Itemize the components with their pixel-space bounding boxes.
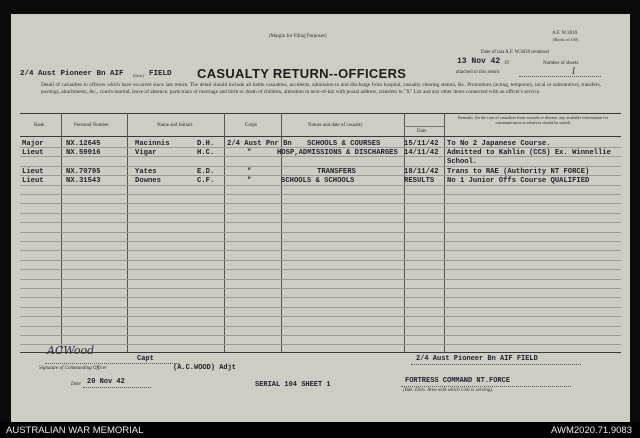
header-remarks: Remarks. (In the case of casualties from wounds or disease, any available information for communication to relatives should be stated) bbox=[457, 115, 609, 126]
date-label: Date bbox=[71, 382, 81, 387]
command-label: (Bde. Divn. Area with which Unit is serving). bbox=[403, 388, 494, 393]
archive-footer bbox=[0, 422, 640, 438]
cell-corps: " bbox=[247, 149, 252, 157]
cell-remarks: Admitted to Kahlin (CCS) Ex. Winnellie School. bbox=[447, 149, 611, 166]
ruled-line bbox=[20, 269, 621, 270]
cell-rank: Lieut bbox=[22, 177, 44, 185]
form-number: A.F. W.3010 bbox=[552, 31, 578, 36]
footer-right: AWM2020.71.9083 bbox=[551, 425, 632, 436]
ruled-line bbox=[20, 203, 621, 204]
ruled-line bbox=[20, 250, 621, 251]
cell-rank: Lieut bbox=[22, 149, 44, 157]
ruled-line bbox=[20, 241, 621, 242]
casualty-return-form bbox=[11, 14, 630, 422]
margin-note: (Margin for Filing Purposes) bbox=[269, 34, 327, 39]
sheets-value: 1 bbox=[571, 66, 576, 77]
cell-nature: TRANSFERS bbox=[317, 168, 356, 176]
cell-initials: E.D. bbox=[197, 168, 215, 176]
instructions: Detail of casualties to officers which have occurred since last return. The detail should include all battle casualties, accidents, admission to and discharge from hospital, casualty clearing station, &c. Promotions (acting, temporary, local or substantive), transfers, postings, attachments, &c., courts-martial, leave of absence, particulars of marriage and birth or death of children, alteration in next-of-kin with postal address, transfers to "X" List and any other items connected with an officer's service. bbox=[41, 82, 601, 95]
ruled-line bbox=[20, 307, 621, 308]
cell-nature: HOSP,ADMISSIONS & DISCHARGES bbox=[277, 149, 398, 157]
header-corps: Corps bbox=[245, 123, 257, 128]
sheets-label: Number of sheets bbox=[543, 61, 579, 66]
ruled-line bbox=[20, 213, 621, 214]
cell-date: 14/11/42 bbox=[404, 149, 439, 157]
command-typed: FORTRESS COMMAND NT.FORCE bbox=[405, 377, 511, 385]
cell-date: 18/11/42 bbox=[404, 168, 439, 176]
signature-name-typed: (A.C.WOOD) Adjt bbox=[173, 364, 237, 372]
unit-typed: 2/4 Aust Pioneer Bn AIF FIELD bbox=[416, 355, 538, 363]
header-nature: Nature and date of casualty bbox=[308, 123, 363, 128]
books-of: (Books of 100) bbox=[553, 37, 579, 42]
cell-nature: SCHOOLS & COURSES bbox=[307, 140, 381, 148]
ruled-line bbox=[20, 344, 621, 345]
cell-number: NX.31543 bbox=[66, 177, 101, 185]
header-date: Date bbox=[417, 129, 427, 134]
handwritten-signature: ACWood bbox=[47, 344, 95, 357]
signature-label: Signature of Commanding Officer bbox=[39, 366, 108, 371]
cell-initials: H.C. bbox=[197, 149, 215, 157]
ruled-line bbox=[20, 222, 621, 223]
cell-remarks: To No 2 Japanese Course. bbox=[447, 140, 551, 148]
ruled-line bbox=[20, 232, 621, 233]
year-label: 19 bbox=[504, 61, 509, 66]
cell-remarks: Trans to RAE (Authority NT FORCE) bbox=[447, 168, 590, 176]
cell-corps: " bbox=[247, 177, 252, 185]
ruled-line bbox=[20, 288, 621, 289]
cell-corps: 2/4 Aust Pnr Bn bbox=[227, 140, 292, 148]
ruled-line bbox=[20, 335, 621, 336]
ruled-line bbox=[20, 194, 621, 195]
header-rank: Rank bbox=[34, 123, 45, 128]
attached-label: attached to this return bbox=[456, 70, 500, 75]
cell-corps: " bbox=[247, 168, 252, 176]
date-value: 20 Nov 42 bbox=[87, 378, 125, 386]
unit-label: (Unit.) bbox=[133, 73, 145, 78]
cell-date: RESULTS bbox=[404, 177, 435, 185]
cell-rank: Lieut bbox=[22, 168, 44, 176]
cell-surname: Downes bbox=[135, 177, 161, 185]
cell-surname: Yates bbox=[135, 168, 157, 176]
ruled-line bbox=[20, 316, 621, 317]
header-personal-number: Personal Number bbox=[74, 123, 109, 128]
serial: SERIAL 104 SHEET 1 bbox=[255, 381, 331, 389]
cell-remarks: No 1 Junior Offs Course QUALIFIED bbox=[447, 177, 590, 185]
unit-suffix: FIELD bbox=[149, 70, 172, 78]
ruled-line bbox=[20, 326, 621, 327]
ruled-line bbox=[20, 297, 621, 298]
cell-number: NX.59916 bbox=[66, 149, 101, 157]
cell-surname: Vigar bbox=[135, 149, 157, 157]
cell-surname: Macinnis bbox=[135, 140, 170, 148]
ruled-line bbox=[20, 279, 621, 280]
signature-rank: Capt bbox=[137, 355, 154, 363]
form-title: CASUALTY RETURN--OFFICERS bbox=[197, 66, 407, 81]
footer-left: AUSTRALIAN WAR MEMORIAL bbox=[6, 425, 144, 436]
unit-value: 2/4 Aust Pioneer Bn AIF bbox=[20, 70, 124, 78]
cell-number: NX.12645 bbox=[66, 140, 101, 148]
cell-initials: C.F. bbox=[197, 177, 215, 185]
date-rendered-value: 13 Nov 42 bbox=[457, 57, 501, 66]
ruled-line bbox=[20, 260, 621, 261]
cell-date: 15/11/42 bbox=[404, 140, 439, 148]
header-name: Name and Initials bbox=[157, 123, 193, 128]
cell-nature: SCHOOLS & SCHOOLS bbox=[281, 177, 355, 185]
cell-rank: Major bbox=[22, 140, 44, 148]
cell-initials: D.H. bbox=[197, 140, 215, 148]
date-rendered-label: Date of last A.F. W.3010 rendered bbox=[481, 50, 549, 55]
cell-number: NX.70795 bbox=[66, 168, 101, 176]
